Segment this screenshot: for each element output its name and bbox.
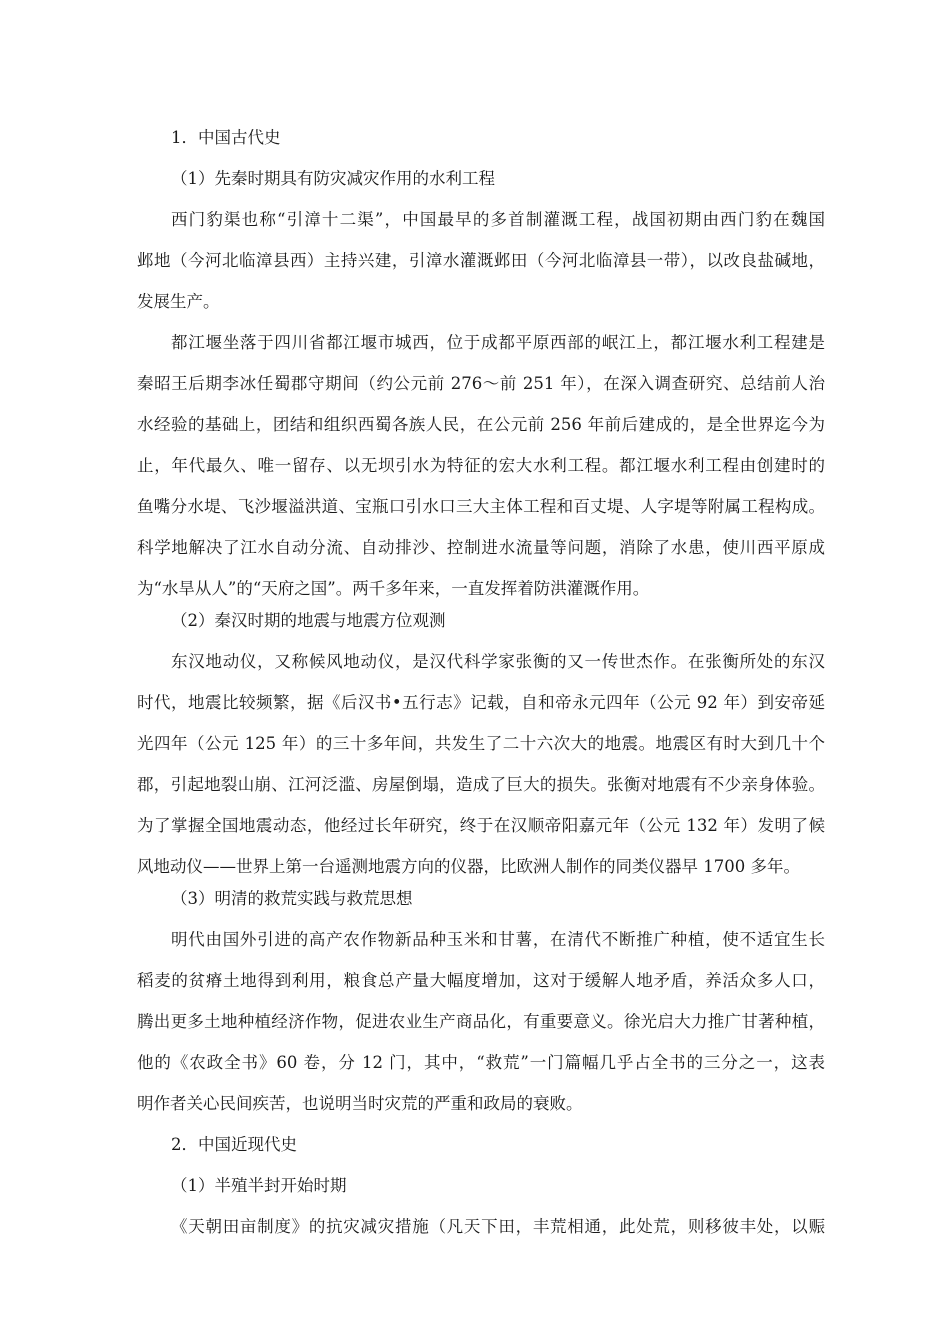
paragraph-line: 腾出更多土地种植经济作物，促进农业生产商品化，有重要意义。徐光启大力推广甘著种植， (137, 1012, 825, 1031)
subheading-ming-qing: （3）明清的救荒实践与救荒思想 (171, 889, 413, 908)
paragraph-line: 郡，引起地裂山崩、江河泛滥、房屋倒塌，造成了巨大的损失。张衡对地震有不少亲身体验。 (137, 775, 825, 794)
paragraph-line: 明作者关心民间疾苦，也说明当时灾荒的严重和政局的衰败。 (137, 1094, 583, 1113)
paragraph-line: 光四年（公元 125 年）的三十多年间，共发生了二十六次大的地震。地震区有时大到几十个 (137, 734, 825, 753)
document-body (137, 122, 825, 1243)
paragraph-line: 西门豹渠也称“引漳十二渠”，中国最早的多首制灌溉工程，战国初期由西门豹在魏国 (171, 210, 825, 229)
paragraph-line: 邺地（今河北临漳县西）主持兴建，引漳水灌溉邺田（今河北临漳县一带），以改良盐碱地， (137, 251, 825, 270)
paragraph-line: 风地动仪——世界上第一台遥测地震方向的仪器，比欧洲人制作的同类仪器早 1700 多年。 (137, 857, 800, 876)
heading-ancient-history: 1．中国古代史 (171, 128, 281, 147)
paragraph-line: 为“水旱从人”的“天府之国”。两千多年来，一直发挥着防洪灌溉作用。 (137, 579, 650, 598)
paragraph-line: 都江堰坐落于四川省都江堰市城西，位于成都平原西部的岷江上，都江堰水利工程建是 (171, 333, 825, 352)
paragraph-line: 时代，地震比较频繁，据《后汉书•五行志》记载，自和帝永元四年（公元 92 年）到安帝延 (137, 693, 825, 712)
paragraph-line: 为了掌握全国地震动态，他经过长年研究，终于在汉顺帝阳嘉元年（公元 132 年）发明了候 (137, 816, 825, 835)
paragraph-line: 水经验的基础上，团结和组织西蜀各族人民，在公元前 256 年前后建成的，是全世界迄今为 (137, 415, 825, 434)
paragraph-line: 他的《农政全书》60 卷，分 12 门，其中，“救荒”一门篇幅几乎占全书的三分之一，这表 (137, 1053, 825, 1072)
paragraph-line: 鱼嘴分水堤、飞沙堰溢洪道、宝瓶口引水口三大主体工程和百丈堤、人字堤等附属工程构成。 (137, 497, 825, 516)
subheading-pre-qin: （1）先秦时期具有防灾减灾作用的水利工程 (171, 169, 495, 188)
paragraph-line: 稻麦的贫瘠土地得到利用，粮食总产量大幅度增加，这对于缓解人地矛盾，养活众多人口， (137, 971, 825, 990)
paragraph-line: 《天朝田亩制度》的抗灾减灾措施（凡天下田，丰荒相通，此处荒，则移彼丰处，以赈 (171, 1217, 825, 1236)
paragraph-line: 东汉地动仪，又称候风地动仪，是汉代科学家张衡的又一传世杰作。在张衡所处的东汉 (171, 652, 825, 671)
subheading-qin-han: （2）秦汉时期的地震与地震方位观测 (171, 611, 446, 630)
paragraph-line: 明代由国外引进的高产农作物新品种玉米和甘薯，在清代不断推广种植，使不适宜生长 (171, 930, 825, 949)
paragraph-line: 止，年代最久、唯一留存、以无坝引水为特征的宏大水利工程。都江堰水利工程由创建时的 (137, 456, 825, 475)
paragraph-line: 发展生产。 (137, 292, 220, 311)
paragraph-line: 科学地解决了江水自动分流、自动排沙、控制进水流量等问题，消除了水患，使川西平原成 (137, 538, 825, 557)
heading-modern-history: 2．中国近现代史 (171, 1135, 297, 1154)
paragraph-line: 秦昭王后期李冰任蜀郡守期间（约公元前 276～前 251 年），在深入调查研究、总结前人治 (137, 374, 825, 393)
subheading-semi-colonial: （1）半殖半封开始时期 (171, 1176, 347, 1195)
